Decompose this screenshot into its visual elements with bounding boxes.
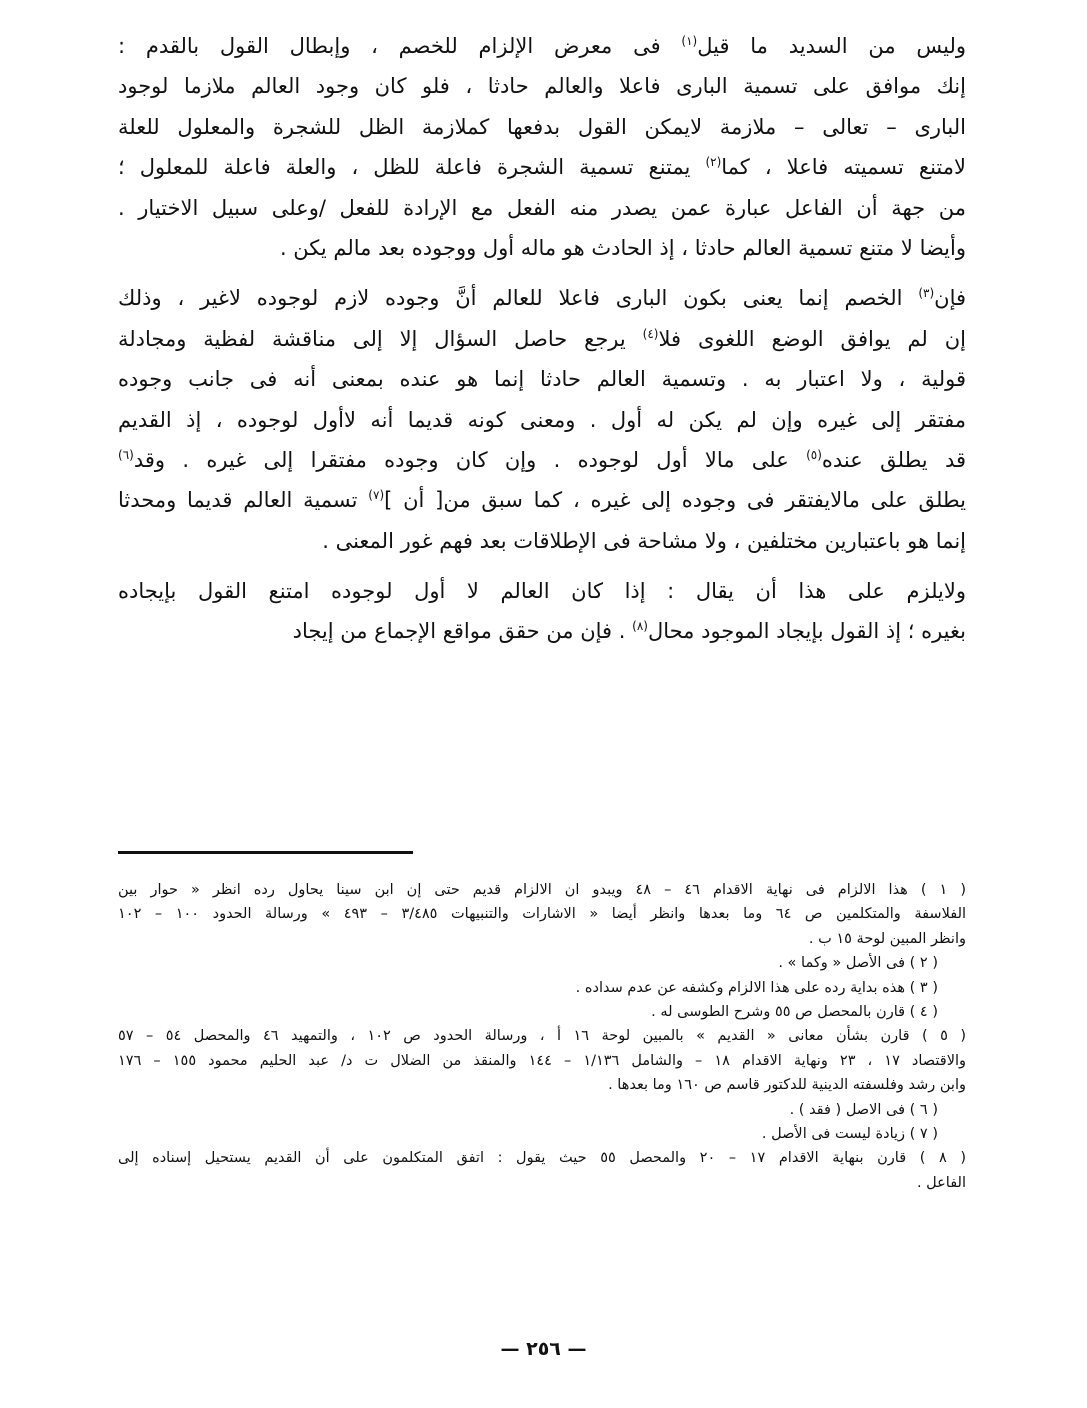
text-segment: قد يطلق عنده <box>821 447 966 472</box>
text-segment: لامتنع تسميته فاعلا ، كما <box>721 155 966 180</box>
paragraph <box>118 571 966 652</box>
text-segment: قولية ، ولا اعتبار به . وتسمية العالم حادثا إنما هو عنده بمعنى أنه فى جانب وجوده <box>118 367 966 392</box>
text-line <box>118 319 966 359</box>
text-segment: وليس من السديد ما قيل <box>697 34 966 58</box>
footnote-reference: (٣) <box>918 286 935 301</box>
text-segment: فإن <box>934 286 966 311</box>
main-text-body <box>118 26 966 662</box>
text-segment: إنما هو باعتبارين مختلفين ، ولا مشاحة فى الإطلاقات بعد فهم غور المعنى . <box>322 528 966 553</box>
footnote-line: ( ٦ ) فى الاصل ( فقد ) . <box>789 1101 938 1118</box>
footnote-line: وابن رشد وفلسفته الدينية للدكتور قاسم ص ١٦٠ وما بعدها . <box>608 1077 966 1094</box>
text-line <box>118 400 966 440</box>
paragraph <box>118 26 966 268</box>
text-line <box>118 228 966 268</box>
text-segment: يرجع حاصل السؤال إلا إلى مناقشة لفظية ومجادلة <box>118 326 643 351</box>
text-segment: تسمية العالم قديما ومحدثا <box>118 488 369 513</box>
text-segment: . فإن من حقق مواقع الإجماع من إيجاد <box>292 619 633 644</box>
text-line <box>118 359 966 399</box>
text-segment: فى معرض الإلزام للخصم ، وإبطال القول بالقدم : <box>118 34 682 58</box>
text-line <box>118 611 966 651</box>
footnote-line: ( ٤ ) قارن بالمحصل ص ٥٥ وشرح الطوسى له . <box>651 1003 938 1020</box>
text-segment: إن لم يوافق الوضع اللغوى فلا <box>658 326 966 351</box>
footnote-line: ( ٣ ) هذه بداية رده على هذا الالزام وكشفه عن عدم سداده . <box>575 979 938 996</box>
footnote-line: ( ١ ) هذا الالزام فى نهاية الاقدام ٤٦ – ٤٨ ويبدو ان الالزام قديم حتى إن ابن سينا يحاول رده انظر « حوار بين <box>118 882 966 898</box>
footnote-reference: (١) <box>681 34 698 48</box>
text-line <box>118 66 966 106</box>
footnote-line: ( ٨ ) قارن بنهاية الاقدام ١٧ – ٢٠ والمحصل ٥٥ حيث يقول : اتفق المتكلمون على أن القديم يستحيل إسناده إلى <box>118 1150 966 1167</box>
footnote-separator-rule <box>118 851 413 854</box>
footnote-line: وانظر المبين لوحة ١٥ ب . <box>808 930 966 947</box>
text-segment: يمتنع تسمية الشجرة فاعلة للظل ، والعلة فاعلة للمعلول ؛ <box>118 155 706 180</box>
footnotes-section <box>118 878 966 1195</box>
text-line <box>118 278 966 318</box>
text-segment: وأيضا لا متنع تسمية العالم حادثا ، إذ الحادث هو ماله أول ووجوده بعد مالم يكن . <box>279 235 966 260</box>
footnote-reference: (٥) <box>806 447 822 462</box>
footnote-line: ( ٥ ) قارن بشأن معانى « القديم » بالمبين لوحة ١٦ أ ، ورسالة الحدود ص ١٠٢ ، والتمهيد ٤٦ والمحصل ٥٤ – ٥٧ <box>118 1028 966 1045</box>
text-segment: مفتقر إلى غيره وإن لم يكن له أول . ومعنى كونه قديما أنه لاأول لوجوده ، إذ القديم <box>118 407 966 432</box>
footnote-line: ( ٢ ) فى الأصل « وكما » . <box>778 955 938 972</box>
footnote-reference: (٤) <box>642 326 659 341</box>
text-line <box>118 147 966 187</box>
text-segment: على مالا أول لوجوده . وإن كان وجوده مفتقرا إلى غيره . وقد <box>133 447 807 472</box>
paragraph <box>118 278 966 561</box>
text-line <box>118 188 966 228</box>
footnote-reference: (٦) <box>118 447 134 462</box>
text-segment: إنك موافق على تسمية البارى فاعلا والعالم حادثا ، فلو كان وجود العالم ملازما لوجود <box>118 74 966 99</box>
footnote-reference: (٧) <box>368 488 385 503</box>
text-line <box>118 440 966 480</box>
footnote-line: الفاعل . <box>916 1174 966 1191</box>
footnote-line: الفلاسفة والمتكلمين ص ٦٤ وما بعدها وانظر أيضا « الاشارات والتنبيهات ٣/٤٨٥ – ٤٩٣ » ورسالة الحدود ١٠٠ – ١٠٢ <box>118 906 966 923</box>
text-line <box>118 480 966 520</box>
text-segment: يطلق على مالايفتقر فى وجوده إلى غيره ، كما سبق من[ أن ] <box>384 488 966 513</box>
text-line <box>118 571 966 611</box>
page-number: — ٢٥٦ — <box>500 1338 587 1360</box>
text-line <box>118 26 966 66</box>
text-segment: بغيره ؛ إذ القول بإيجاد الموجود محال <box>647 619 966 644</box>
footnote-reference: (٨) <box>632 619 648 634</box>
text-line <box>118 107 966 147</box>
text-segment: من جهة أن الفاعل عبارة عمن يصدر منه الفعل مع الإرادة للفعل /وعلى سبيل الاختيار . <box>118 195 966 220</box>
text-line <box>118 521 966 561</box>
text-segment: البارى – تعالى – ملازمة لايمكن القول بدفعها كملازمة الظل للشجرة والمعلول للعلة <box>118 114 966 139</box>
footnote-line: ( ٧ ) زيادة ليست فى الأصل . <box>761 1125 938 1142</box>
footnote-line: والاقتصاد ١٧ ، ٢٣ ونهاية الاقدام ١٨ – والشامل ١/١٣٦ – ١٤٤ والمنقذ من الضلال ت د/ عبد الحليم محمود ١٥٥ – ١٧٦ <box>118 1052 966 1069</box>
text-segment: الخصم إنما يعنى بكون البارى فاعلا للعالم أنَّ وجوده لازم لوجوده لاغير ، وذلك <box>118 286 919 311</box>
footnote-reference: (٢) <box>705 155 722 170</box>
text-segment: ولايلزم على هذا أن يقال : إذا كان العالم لا أول لوجوده امتنع القول بإيجاده <box>118 579 966 604</box>
